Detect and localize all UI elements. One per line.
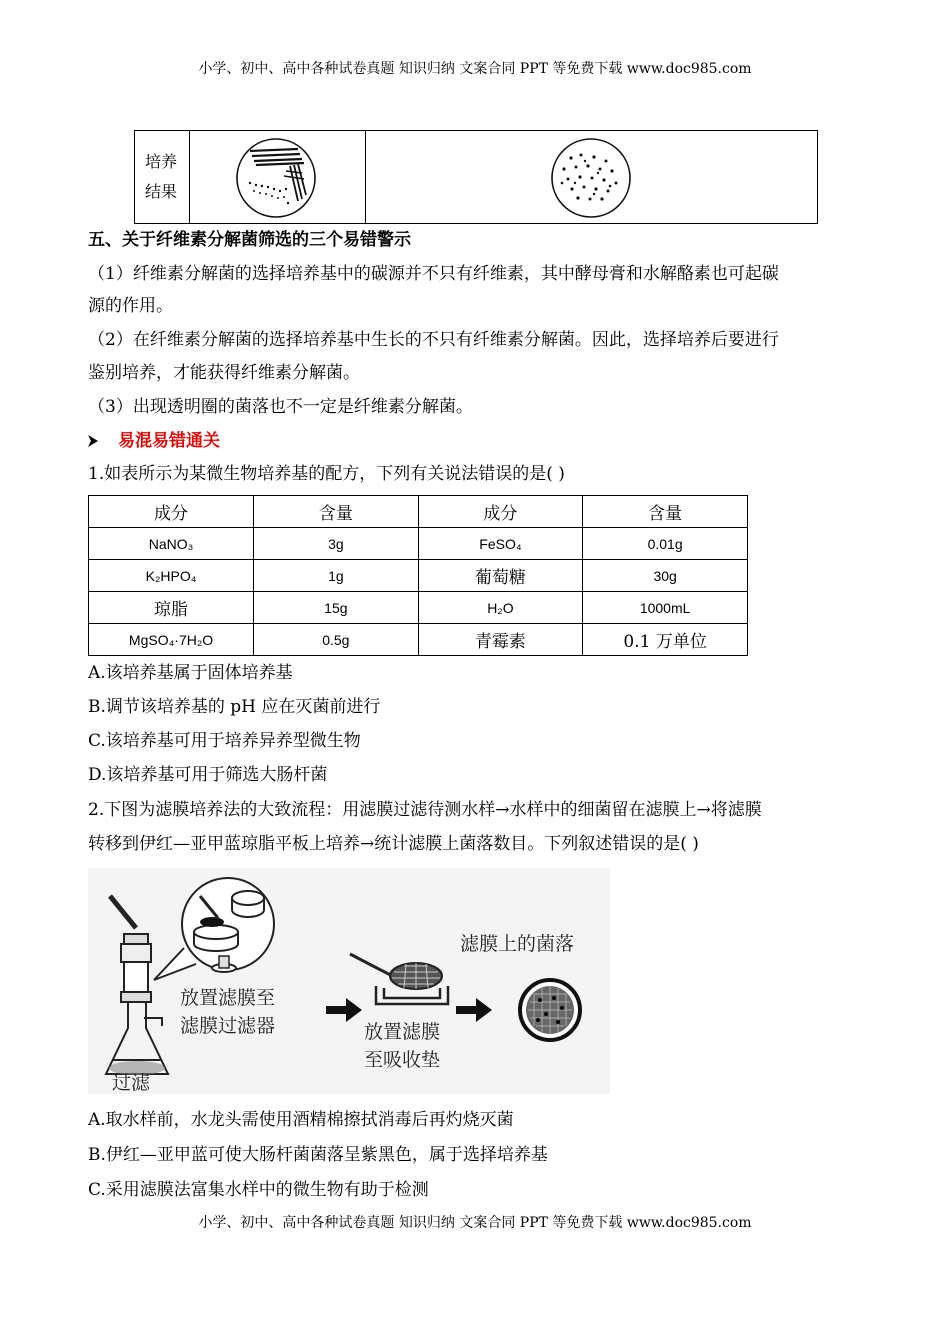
membrane-filtration-figure [88, 868, 610, 1094]
figure-label-place-pad-2: 至吸收垫 [364, 1049, 441, 1071]
question-2-stem-line-1: 2.下图为滤膜培养法的大致流程：用滤膜过滤待测水样→水样中的细菌留在滤膜上→将滤膜 [88, 800, 762, 820]
question-2-option-c: C.采用滤膜法富集水样中的微生物有助于检测 [88, 1180, 429, 1200]
figure-label-colonies: 滤膜上的菌落 [460, 933, 575, 955]
figure-label-filter: 过滤 [112, 1072, 151, 1094]
figure-label-place-membrane-1: 放置滤膜至 [180, 987, 276, 1009]
table-cell: 0.5g [254, 624, 418, 656]
filtration-diagram [88, 868, 610, 1094]
header-cell: 含量 [254, 496, 418, 528]
paragraph-3: （3）出现透明圈的菌落也不一定是纤维素分解菌。 [88, 397, 473, 417]
streak-plate-cell [190, 131, 366, 223]
table-cell: H₂O [418, 592, 583, 624]
table-cell: 葡萄糖 [418, 560, 583, 592]
table-cell: NaNO₃ [89, 528, 254, 560]
paragraph-1-line-1: （1）纤维素分解菌的选择培养基中的碳源并不只有纤维素，其中酵母膏和水解酪素也可起碳 [88, 264, 779, 284]
paragraph-1-line-2: 源的作用。 [88, 296, 173, 316]
figure-label-place-pad-1: 放置滤膜 [364, 1021, 441, 1043]
table-row [89, 592, 748, 624]
page-header: 小学、初中、高中各种试卷真题 知识归纳 文案合同 PPT 等免费下载 www.doc985.com [198, 61, 752, 77]
question-2-stem-line-2: 转移到伊红—亚甲蓝琼脂平板上培养→统计滤膜上菌落数目。下列叙述错误的是( ) [88, 834, 699, 854]
table-row [89, 560, 748, 592]
question-1-option-a: A.该培养基属于固体培养基 [88, 663, 293, 683]
table-cell: 青霉素 [418, 624, 583, 656]
streak-plate-image [190, 131, 365, 223]
question-2-option-b: B.伊红—亚甲蓝可使大肠杆菌菌落呈紫黑色，属于选择培养基 [88, 1145, 548, 1165]
table-header-row [89, 496, 748, 528]
easy-mix-title: 易混易错通关 [118, 431, 220, 451]
arrowhead-bullet-icon [88, 435, 98, 447]
medium-formula-table [88, 495, 748, 656]
table-cell: 15g [254, 592, 418, 624]
paragraph-2-line-1: （2）在纤维素分解菌的选择培养基中生长的不只有纤维素分解菌。因此，选择培养后要进行 [88, 330, 779, 350]
question-1-option-b: B.调节该培养基的 pH 应在灭菌前进行 [88, 697, 381, 717]
question-1-option-d: D.该培养基可用于筛选大肠杆菌 [88, 765, 328, 785]
result-label-line2: 结果 [145, 182, 178, 201]
table-cell: 1g [254, 560, 418, 592]
table-cell: MgSO₄·7H₂O [89, 624, 254, 656]
result-label-line1: 培养 [145, 152, 178, 171]
question-1-option-c: C.该培养基可用于培养异养型微生物 [88, 731, 361, 751]
table-row [89, 528, 748, 560]
page-footer: 小学、初中、高中各种试卷真题 知识归纳 文案合同 PPT 等免费下载 www.doc985.com [198, 1215, 752, 1231]
question-2-option-a: A.取水样前，水龙头需使用酒精棉擦拭消毒后再灼烧灭菌 [88, 1110, 514, 1130]
header-cell: 成分 [89, 496, 254, 528]
table-cell: 琼脂 [89, 592, 254, 624]
culture-result-table [134, 130, 818, 224]
figure-label-place-membrane-2: 滤膜过滤器 [180, 1015, 276, 1037]
question-1-stem: 1.如表所示为某微生物培养基的配方，下列有关说法错误的是( ) [88, 464, 565, 484]
spread-plate-cell [366, 131, 817, 223]
table-cell: K₂HPO₄ [89, 560, 254, 592]
section-title: 五、关于纤维素分解菌筛选的三个易错警示 [88, 230, 411, 250]
table-cell: 0.01g [583, 528, 748, 560]
table-row [89, 624, 748, 656]
header-cell: 含量 [583, 496, 748, 528]
table-cell: 30g [583, 560, 748, 592]
spread-plate-image [366, 131, 817, 223]
paragraph-2-line-2: 鉴别培养，才能获得纤维素分解菌。 [88, 363, 360, 383]
table-cell: 3g [254, 528, 418, 560]
result-label-cell [135, 131, 190, 223]
table-cell: 1000mL [583, 592, 748, 624]
table-cell: 0.1 万单位 [583, 624, 748, 656]
table-cell: FeSO₄ [418, 528, 583, 560]
header-cell: 成分 [418, 496, 583, 528]
easy-mix-heading [88, 431, 868, 451]
